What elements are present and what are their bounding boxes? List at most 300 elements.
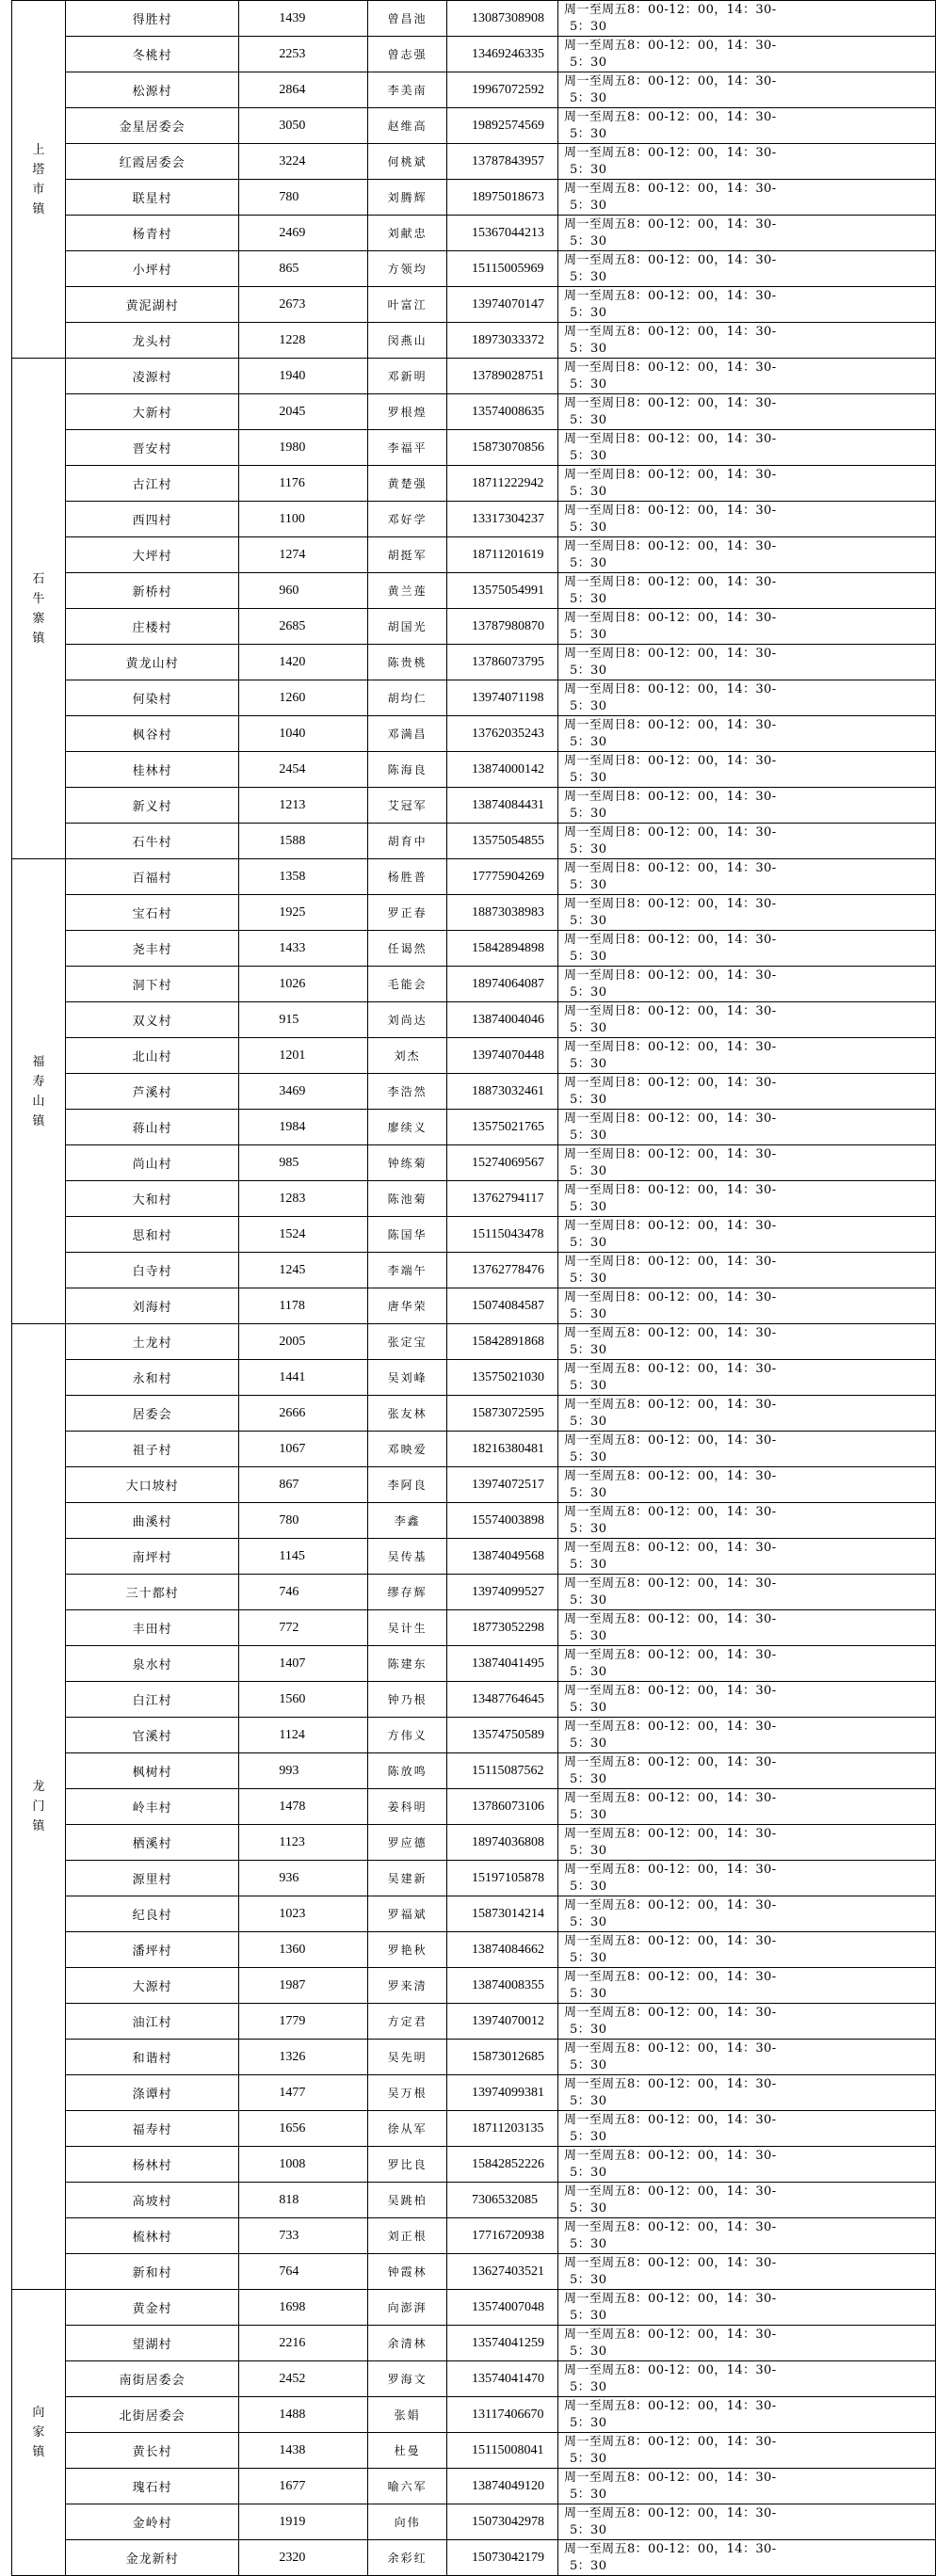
population-count: 936 (239, 1861, 368, 1896)
service-hours-line2: 5：30 (569, 162, 607, 177)
table-body (12, 1, 936, 2576)
service-hours-line2: 5：30 (569, 198, 607, 213)
contact-phone: 13974070448 (447, 1038, 558, 1074)
population-count: 960 (239, 573, 368, 609)
village-name: 白寺村 (65, 1253, 239, 1288)
service-hours-line2: 5：30 (569, 2451, 607, 2466)
contact-phone: 13574041470 (447, 2361, 558, 2397)
village-name: 黄金村 (65, 2290, 239, 2326)
service-hours (557, 1968, 935, 2004)
service-hours-line1: 周一至周日8：00-12：00，14：30- (563, 753, 777, 768)
village-name: 百福村 (65, 859, 239, 895)
village-name: 桂林村 (65, 752, 239, 788)
contact-phone: 13874084662 (447, 1932, 558, 1968)
service-hours-line2: 5：30 (569, 2558, 607, 2573)
service-hours-line2: 5：30 (569, 1843, 607, 1858)
service-hours-line2: 5：30 (569, 2200, 607, 2216)
contact-phone: 15842852226 (447, 2147, 558, 2183)
village-name: 得胜村 (65, 1, 239, 37)
service-hours-line2: 5：30 (569, 1664, 607, 1679)
contact-phone: 18973033372 (447, 323, 558, 359)
service-hours-line1: 周一至周日8：00-12：00，14：30- (563, 824, 777, 840)
village-name: 丰田村 (65, 1610, 239, 1646)
service-hours-line2: 5：30 (569, 90, 607, 105)
service-hours-line1: 周一至周五8：00-12：00，14：30- (563, 2362, 777, 2377)
village-name: 洞下村 (65, 967, 239, 1002)
contact-phone: 15073042978 (447, 2504, 558, 2540)
contact-phone: 13874084431 (447, 788, 558, 824)
service-hours (557, 1396, 935, 1432)
table-row (12, 323, 936, 359)
service-hours-line1: 周一至周五8：00-12：00，14：30- (563, 1862, 777, 1877)
contact-phone: 18711203135 (447, 2111, 558, 2147)
service-hours-line2: 5：30 (569, 2522, 607, 2537)
service-hours (557, 2040, 935, 2075)
contact-person: 陈建东 (368, 1646, 447, 1682)
service-hours (557, 1932, 935, 1968)
service-hours (557, 1360, 935, 1396)
service-hours-line2: 5：30 (569, 1950, 607, 1965)
service-hours-line1: 周一至周五8：00-12：00，14：30- (563, 2327, 777, 2342)
contact-person: 曾志强 (368, 37, 447, 72)
service-hours-line1: 周一至周日8：00-12：00，14：30- (563, 574, 777, 589)
population-count: 2320 (239, 2540, 368, 2576)
village-name: 南街居委会 (65, 2361, 239, 2397)
population-count: 1201 (239, 1038, 368, 1074)
service-hours-line2: 5：30 (569, 1020, 607, 1035)
service-hours (557, 1789, 935, 1825)
service-hours-line1: 周一至周五8：00-12：00，14：30- (563, 2, 777, 17)
service-hours (557, 1110, 935, 1145)
service-hours-line1: 周一至周日8：00-12：00，14：30- (563, 932, 777, 947)
service-hours-line2: 5：30 (569, 2308, 607, 2323)
table-row (12, 1575, 936, 1610)
contact-phone: 15367044213 (447, 216, 558, 251)
service-hours-line2: 5：30 (569, 734, 607, 749)
service-hours-line2: 5：30 (569, 1092, 607, 1107)
table-row (12, 1360, 936, 1396)
village-name: 高坡村 (65, 2183, 239, 2218)
contact-person: 吴跳柏 (368, 2183, 447, 2218)
service-hours-line1: 周一至周五8：00-12：00，14：30- (563, 1397, 777, 1412)
service-hours-line1: 周一至周五8：00-12：00，14：30- (563, 1576, 777, 1591)
contact-person: 罗艳秋 (368, 1932, 447, 1968)
service-hours-line2: 5：30 (569, 555, 607, 570)
contact-phone: 15873014214 (447, 1896, 558, 1932)
contact-person: 张友林 (368, 1396, 447, 1432)
service-hours-line2: 5：30 (569, 663, 607, 678)
table-row (12, 537, 936, 573)
service-hours-line1: 周一至周日8：00-12：00，14：30- (563, 681, 777, 696)
table-row (12, 144, 936, 180)
village-name: 凌源村 (65, 359, 239, 394)
village-name: 小坪村 (65, 251, 239, 287)
table-row (12, 1825, 936, 1861)
service-hours-line2: 5：30 (569, 591, 607, 606)
contact-phone: 15274069567 (447, 1145, 558, 1181)
service-hours-line2: 5：30 (569, 1628, 607, 1643)
service-hours (557, 180, 935, 216)
contact-phone: 7306532085 (447, 2183, 558, 2218)
contact-phone: 15115043478 (447, 1217, 558, 1253)
contact-phone: 18216380481 (447, 1432, 558, 1467)
service-hours (557, 2469, 935, 2504)
contact-phone: 13762778476 (447, 1253, 558, 1288)
service-hours-line2: 5：30 (569, 2415, 607, 2430)
contact-person: 方领均 (368, 251, 447, 287)
population-count: 1213 (239, 788, 368, 824)
contact-person: 吴万根 (368, 2075, 447, 2111)
contact-person: 李浩然 (368, 1074, 447, 1110)
service-hours-line1: 周一至周日8：00-12：00，14：30- (563, 431, 777, 446)
service-hours-line2: 5：30 (569, 2129, 607, 2144)
table-row (12, 216, 936, 251)
population-count: 2045 (239, 394, 368, 430)
service-hours-line2: 5：30 (569, 627, 607, 642)
village-name: 黄泥湖村 (65, 287, 239, 323)
contact-person: 向澎湃 (368, 2290, 447, 2326)
service-hours-line2: 5：30 (569, 1592, 607, 1608)
population-count: 1925 (239, 895, 368, 931)
service-hours (557, 1432, 935, 1467)
contact-phone: 19892574569 (447, 108, 558, 144)
village-name: 蒋山村 (65, 1110, 239, 1145)
service-hours-line2: 5：30 (569, 376, 607, 392)
service-hours (557, 1646, 935, 1682)
service-hours-line2: 5：30 (569, 806, 607, 821)
population-count: 818 (239, 2183, 368, 2218)
service-hours-line1: 周一至周日8：00-12：00，14：30- (563, 538, 777, 553)
village-name: 南坪村 (65, 1539, 239, 1575)
contact-person: 胡育中 (368, 824, 447, 859)
table-row (12, 1396, 936, 1432)
contact-phone: 13762035243 (447, 716, 558, 752)
contact-phone: 13974071198 (447, 680, 558, 716)
service-hours-line2: 5：30 (569, 1235, 607, 1250)
service-hours-line2: 5：30 (569, 1449, 607, 1464)
table-row (12, 788, 936, 824)
service-hours (557, 1825, 935, 1861)
population-count: 1524 (239, 1217, 368, 1253)
contact-person: 李鑫 (368, 1503, 447, 1539)
village-name: 土龙村 (65, 1324, 239, 1360)
population-count: 1940 (239, 359, 368, 394)
village-name: 何染村 (65, 680, 239, 716)
service-hours-line1: 周一至周五8：00-12：00，14：30- (563, 1325, 777, 1340)
service-hours-line1: 周一至周五8：00-12：00，14：30- (563, 1504, 777, 1519)
table-row (12, 2218, 936, 2254)
contact-phone: 18975018673 (447, 180, 558, 216)
service-hours-line1: 周一至周五8：00-12：00，14：30- (563, 1683, 777, 1698)
village-name: 北街居委会 (65, 2397, 239, 2433)
service-hours-line2: 5：30 (569, 2057, 607, 2072)
service-hours (557, 108, 935, 144)
service-hours (557, 2254, 935, 2290)
service-hours (557, 216, 935, 251)
service-hours-line2: 5：30 (569, 698, 607, 713)
village-name: 尧丰村 (65, 931, 239, 967)
contact-phone: 13787843957 (447, 144, 558, 180)
service-hours (557, 609, 935, 645)
service-hours-line1: 周一至周五8：00-12：00，14：30- (563, 1826, 777, 1841)
contact-phone: 18974064087 (447, 967, 558, 1002)
contact-person: 吴建新 (368, 1861, 447, 1896)
village-name: 龙头村 (65, 323, 239, 359)
table-row (12, 2469, 936, 2504)
service-hours-line2: 5：30 (569, 1414, 607, 1429)
service-hours-line1: 周一至周五8：00-12：00，14：30- (563, 73, 777, 88)
contact-person: 胡均仁 (368, 680, 447, 716)
service-hours (557, 788, 935, 824)
service-hours-line1: 周一至周五8：00-12：00，14：30- (563, 1468, 777, 1483)
population-count: 1067 (239, 1432, 368, 1467)
service-hours (557, 1038, 935, 1074)
contact-phone: 15197105878 (447, 1861, 558, 1896)
service-hours (557, 1753, 935, 1789)
contact-phone: 13874041495 (447, 1646, 558, 1682)
table-row (12, 2361, 936, 2397)
contact-person: 胡挺军 (368, 537, 447, 573)
service-hours-line1: 周一至周五8：00-12：00，14：30- (563, 2505, 777, 2520)
population-count: 1433 (239, 931, 368, 967)
population-count: 1477 (239, 2075, 368, 2111)
village-name: 潘坪村 (65, 1932, 239, 1968)
village-name: 北山村 (65, 1038, 239, 1074)
contact-person: 任谒然 (368, 931, 447, 967)
table-row (12, 72, 936, 108)
service-hours-line2: 5：30 (569, 412, 607, 427)
table-row (12, 359, 936, 394)
contact-phone: 13575054855 (447, 824, 558, 859)
service-hours (557, 1, 935, 37)
service-hours-line1: 周一至周日8：00-12：00，14：30- (563, 646, 777, 661)
service-hours (557, 2147, 935, 2183)
population-count: 1283 (239, 1181, 368, 1217)
service-hours (557, 1575, 935, 1610)
population-count: 985 (239, 1145, 368, 1181)
contact-person: 陈海良 (368, 752, 447, 788)
population-count: 1145 (239, 1539, 368, 1575)
table-row (12, 2540, 936, 2576)
contact-phone: 18773052298 (447, 1610, 558, 1646)
village-name: 尚山村 (65, 1145, 239, 1181)
contact-person: 钟乃根 (368, 1682, 447, 1718)
service-hours-line2: 5：30 (569, 2165, 607, 2180)
service-hours-line2: 5：30 (569, 913, 607, 928)
service-hours-line1: 周一至周五8：00-12：00，14：30- (563, 1540, 777, 1555)
population-count: 1008 (239, 2147, 368, 2183)
village-name: 岭丰村 (65, 1789, 239, 1825)
table-row (12, 1038, 936, 1074)
contact-person: 喻六军 (368, 2469, 447, 2504)
contact-person: 刘腾辉 (368, 180, 447, 216)
contact-person: 何桃斌 (368, 144, 447, 180)
service-hours-line1: 周一至周五8：00-12：00，14：30- (563, 1611, 777, 1626)
service-hours (557, 37, 935, 72)
service-hours-line1: 周一至周五8：00-12：00，14：30- (563, 1647, 777, 1662)
table-row (12, 859, 936, 895)
contact-person: 吴计生 (368, 1610, 447, 1646)
table-row (12, 180, 936, 216)
town-name-cell (12, 1324, 66, 2290)
service-hours-line2: 5：30 (569, 1485, 607, 1500)
service-hours (557, 859, 935, 895)
contact-person: 赵维高 (368, 108, 447, 144)
population-count: 1358 (239, 859, 368, 895)
population-count: 1176 (239, 466, 368, 502)
contact-phone: 18873038983 (447, 895, 558, 931)
table-row (12, 287, 936, 323)
village-name: 新义村 (65, 788, 239, 824)
contact-person: 廖续义 (368, 1110, 447, 1145)
service-hours-line1: 周一至周日8：00-12：00，14：30- (563, 1218, 777, 1233)
contact-phone: 15873070856 (447, 430, 558, 466)
contact-person: 向伟 (368, 2504, 447, 2540)
table-row (12, 609, 936, 645)
service-hours-line1: 周一至周五8：00-12：00，14：30- (563, 2112, 777, 2127)
population-count: 1040 (239, 716, 368, 752)
town-name-cell (12, 359, 66, 859)
service-hours (557, 2183, 935, 2218)
table-row (12, 1181, 936, 1217)
table-row (12, 251, 936, 287)
service-hours-line2: 5：30 (569, 1557, 607, 1572)
village-name: 新桥村 (65, 573, 239, 609)
village-name: 芦溪村 (65, 1074, 239, 1110)
table-row (12, 895, 936, 931)
village-name: 梳林村 (65, 2218, 239, 2254)
service-hours-line1: 周一至周五8：00-12：00，14：30- (563, 2076, 777, 2091)
contact-phone: 15873072595 (447, 1396, 558, 1432)
service-hours-line1: 周一至周日8：00-12：00，14：30- (563, 860, 777, 875)
contact-person: 罗应德 (368, 1825, 447, 1861)
contact-phone: 15115087562 (447, 1753, 558, 1789)
service-hours-line1: 周一至周五8：00-12：00，14：30- (563, 38, 777, 53)
service-hours (557, 967, 935, 1002)
service-hours (557, 2075, 935, 2111)
table-row (12, 2254, 936, 2290)
service-hours (557, 645, 935, 680)
population-count: 2452 (239, 2361, 368, 2397)
service-hours-line1: 周一至周日8：00-12：00，14：30- (563, 1254, 777, 1269)
service-hours-line2: 5：30 (569, 341, 607, 356)
service-hours-line1: 周一至周五8：00-12：00，14：30- (563, 2219, 777, 2234)
contact-person: 邓满昌 (368, 716, 447, 752)
service-hours-line1: 周一至周日8：00-12：00，14：30- (563, 968, 777, 983)
population-count: 3050 (239, 108, 368, 144)
village-name: 石牛村 (65, 824, 239, 859)
service-hours-line2: 5：30 (569, 1807, 607, 1822)
population-count: 1698 (239, 2290, 368, 2326)
service-hours-line2: 5：30 (569, 2272, 607, 2287)
contact-phone: 13762794117 (447, 1181, 558, 1217)
town-name-cell (12, 1, 66, 359)
service-hours-line2: 5：30 (569, 877, 607, 892)
population-count: 1326 (239, 2040, 368, 2075)
table-row (12, 2040, 936, 2075)
table-row (12, 2290, 936, 2326)
service-hours (557, 2218, 935, 2254)
contact-person: 罗正春 (368, 895, 447, 931)
table-row (12, 1682, 936, 1718)
population-count: 733 (239, 2218, 368, 2254)
village-name: 油江村 (65, 2004, 239, 2040)
service-hours-line1: 周一至周五8：00-12：00，14：30- (563, 2184, 777, 2199)
contact-phone: 13874000142 (447, 752, 558, 788)
population-count: 2673 (239, 287, 368, 323)
table-row (12, 2504, 936, 2540)
contact-person: 钟练菊 (368, 1145, 447, 1181)
service-hours-line2: 5：30 (569, 1986, 607, 2001)
service-hours-line2: 5：30 (569, 19, 607, 34)
contact-phone: 13627403521 (447, 2254, 558, 2290)
contact-person: 吴先明 (368, 2040, 447, 2075)
town-name: 福寿山镇 (32, 1054, 45, 1128)
table-row (12, 1610, 936, 1646)
population-count: 1124 (239, 1718, 368, 1753)
contact-person: 方定君 (368, 2004, 447, 2040)
town-name-cell (12, 2290, 66, 2576)
contact-person: 张定宝 (368, 1324, 447, 1360)
service-hours-line1: 周一至周五8：00-12：00，14：30- (563, 288, 777, 303)
service-hours (557, 502, 935, 537)
service-hours (557, 1467, 935, 1503)
village-name: 涤谭村 (65, 2075, 239, 2111)
service-hours-line2: 5：30 (569, 1879, 607, 1894)
village-name: 瑰石村 (65, 2469, 239, 2504)
village-name: 望湖村 (65, 2326, 239, 2361)
contact-person: 罗根煌 (368, 394, 447, 430)
contact-phone: 15073042179 (447, 2540, 558, 2576)
contact-person: 李福平 (368, 430, 447, 466)
service-hours-line2: 5：30 (569, 520, 607, 535)
service-hours-line1: 周一至周五8：00-12：00，14：30- (563, 2470, 777, 2485)
contact-phone: 15574003898 (447, 1503, 558, 1539)
contact-phone: 13974099381 (447, 2075, 558, 2111)
service-hours-line2: 5：30 (569, 949, 607, 964)
table-row (12, 1968, 936, 2004)
service-hours-line2: 5：30 (569, 1199, 607, 1214)
contact-person: 罗海文 (368, 2361, 447, 2397)
village-name: 金龙新村 (65, 2540, 239, 2576)
village-name: 祖子村 (65, 1432, 239, 1467)
table-row (12, 1467, 936, 1503)
service-hours (557, 2540, 935, 2576)
service-hours-line1: 周一至周五8：00-12：00，14：30- (563, 145, 777, 160)
contact-person: 陈池菊 (368, 1181, 447, 1217)
population-count: 764 (239, 2254, 368, 2290)
village-name: 曲溪村 (65, 1503, 239, 1539)
service-hours-line1: 周一至周五8：00-12：00，14：30- (563, 1933, 777, 1948)
service-hours (557, 931, 935, 967)
service-hours-line1: 周一至周日8：00-12：00，14：30- (563, 467, 777, 482)
population-count: 1438 (239, 2433, 368, 2469)
village-name: 源里村 (65, 1861, 239, 1896)
service-hours (557, 2111, 935, 2147)
contact-phone: 13117406670 (447, 2397, 558, 2433)
contact-phone: 13487764645 (447, 1682, 558, 1718)
contact-person: 曾昌池 (368, 1, 447, 37)
population-count: 915 (239, 1002, 368, 1038)
table-row (12, 1539, 936, 1575)
service-hours-line2: 5：30 (569, 484, 607, 499)
population-count: 1439 (239, 1, 368, 37)
village-name: 大坪村 (65, 537, 239, 573)
table-row (12, 1503, 936, 1539)
table-row (12, 1861, 936, 1896)
contact-person: 李阿良 (368, 1467, 447, 1503)
population-count: 746 (239, 1575, 368, 1610)
